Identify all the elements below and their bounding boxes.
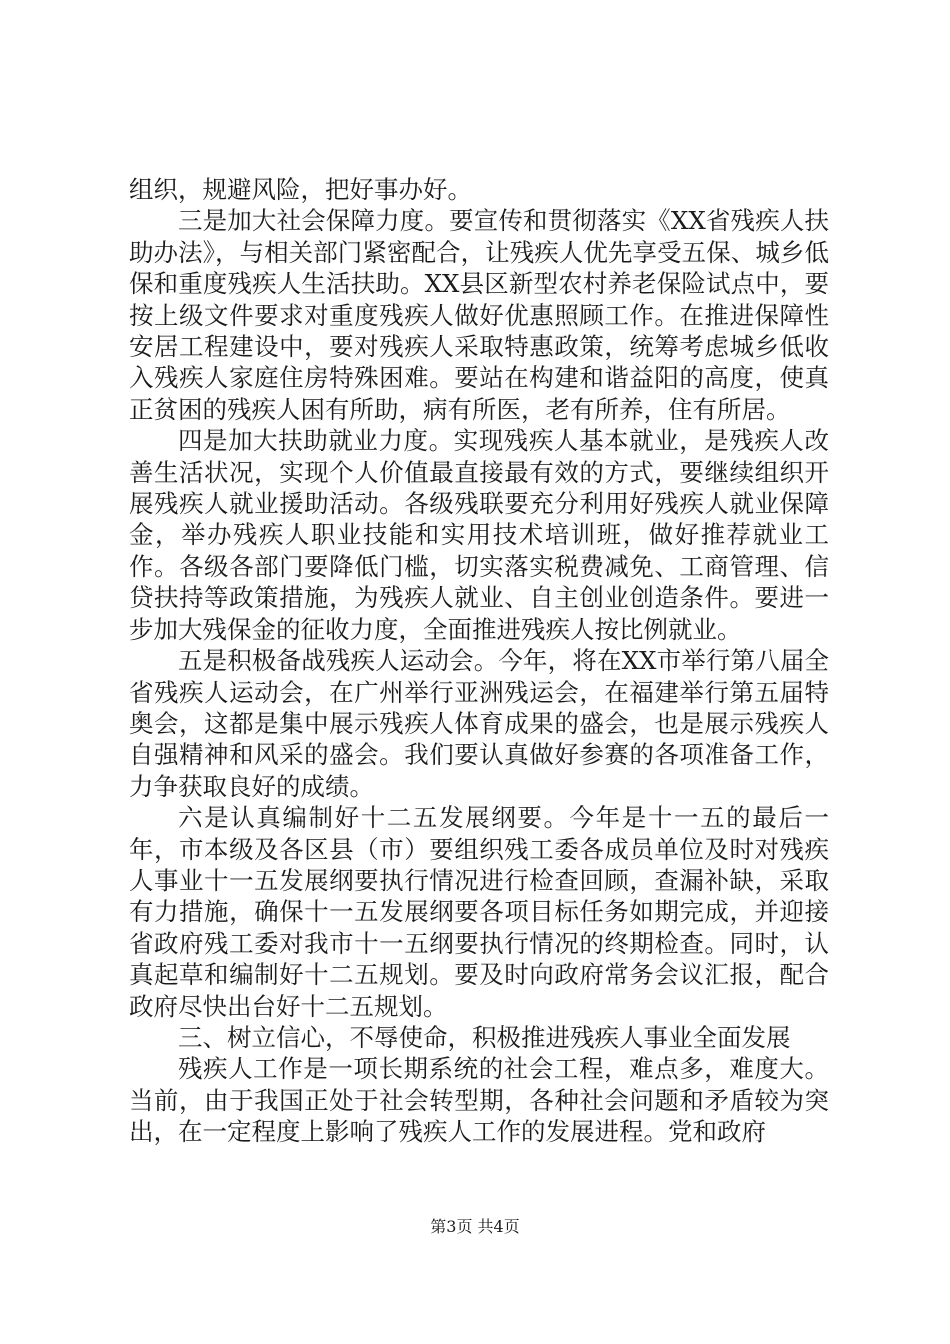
document-body [129, 174, 829, 1148]
section-heading: 三、树立信心，不辱使命，积极推进残疾人事业全面发展 [178, 1022, 791, 1052]
paragraph-4: 五是积极备战残疾人运动会。今年，将在XX市举行第八届全省残疾人运动会，在广州举行亚洲残运会，在福建举行第五届特奥会，这都是集中展示残疾人体育成果的盛会，也是展示残疾人自强精神和风采的盛会。我们要认真做好参赛的各项准备工作，力争获取良好的成绩。 [129, 646, 829, 801]
paragraph-2: 三是加大社会保障力度。要宣传和贯彻落实《XX省残疾人扶助办法》，与相关部门紧密配合，让残疾人优先享受五保、城乡低保和重度残疾人生活扶助。XX县区新型农村养老保险试点中，要按上级文件要求对重度残疾人做好优惠照顾工作。在推进保障性安居工程建设中，要对残疾人采取特惠政策，统筹考虑城乡低收入残疾人家庭住房特殊困难。要站在构建和谐益阳的高度，使真正贫困的残疾人困有所助，病有所医，老有所养，住有所居。 [129, 206, 829, 424]
page-number-label: 第3页 共4页 [430, 1217, 520, 1236]
paragraph-1: 组织，规避风险，把好事办好。 [129, 175, 472, 204]
paragraph-3: 四是加大扶助就业力度。实现残疾人基本就业，是残疾人改善生活状况，实现个人价值最直接最有效的方式，要继续组织开展残疾人就业援助活动。各级残联要充分利用好残疾人就业保障金，举办残疾人职业技能和实用技术培训班，做好推荐就业工作。各级各部门要降低门槛，切实落实税费减免、工商管理、信贷扶持等政策措施，为残疾人就业、自主创业创造条件。要进一步加大残保金的征收力度，全面推进残疾人按比例就业。 [129, 426, 829, 644]
page-footer [0, 1214, 950, 1237]
paragraph-5: 六是认真编制好十二五发展纲要。今年是十一五的最后一年，市本级及各区县（市）要组织残工委各成员单位及时对残疾人事业十一五发展纲要执行情况进行检查回顾，查漏补缺，采取有力措施，确保十一五发展纲要各项目标任务如期完成，并迎接省政府残工委对我市十一五纲要执行情况的终期检查。同时，认真起草和编制好十二五规划。要及时向政府常务会议汇报，配合政府尽快出台好十二五规划。 [129, 803, 829, 1021]
paragraph-6: 残疾人工作是一项长期系统的社会工程，难点多，难度大。当前，由于我国正处于社会转型期，各种社会问题和矛盾较为突出，在一定程度上影响了残疾人工作的发展进程。党和政府 [129, 1054, 829, 1147]
